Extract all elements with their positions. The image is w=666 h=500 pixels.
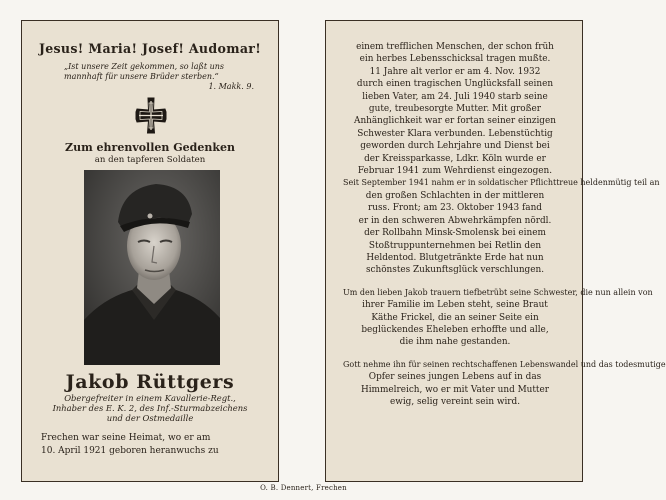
left-panel [21, 20, 279, 482]
bio-line: Heldentod. Blutgetränkte Erde hat nun [366, 252, 544, 263]
biography-text [343, 41, 666, 408]
quote-line: mannhaft für unsere Brüder sterben.“ [64, 72, 219, 81]
soldier-name: Jakob Rüttgers [65, 371, 235, 393]
prayer-line: Opfer seines jungen Lebens auf in das [368, 372, 542, 383]
bio-line: der Kreissparkasse, Ldkr. Köln wurde er [364, 153, 546, 164]
mourners-line: Um den lieben Jakob trauern tiefbetrübt seine Schwester, die nun allein von [343, 287, 653, 297]
bio-line: geworden durch Lehrjahre und Dienst bei [360, 141, 550, 152]
dedication: Zum ehrenvollen Gedenken [65, 141, 235, 154]
mourners-line: die ihm nahe gestanden. [399, 337, 511, 348]
bio-line: lieben Vater, am 24. Juli 1940 starb seine [362, 91, 548, 102]
prayer-line: Gott nehme ihn für seinen rechtschaffenen Lebenswandel und das todesmutige [343, 359, 666, 369]
rank-and-decorations [22, 393, 278, 423]
bio-line: Stoßtruppunternehmen bei Retlin den [368, 240, 542, 251]
motto: Jesus! Maria! Josef! Audomar! [38, 41, 262, 56]
printer-imprint: O. B. Dennert, Frechen [260, 484, 347, 492]
right-panel [325, 20, 666, 482]
bio-line: gute, treubesorgte Mutter. Mit großer [368, 104, 542, 115]
rank-line: Inhaber des E. K. 2, des Inf.-Sturmabzeichens [52, 403, 248, 413]
bio-line: der Rollbahn Minsk-Smolensk bei einem [364, 228, 546, 239]
bio-line: Anhänglichkeit war er fortan seiner einzigen [354, 116, 556, 127]
bio-line: Februar 1941 zum Wehrdienst eingezogen. [357, 166, 553, 177]
iron-cross-icon [135, 97, 167, 134]
quote-source: 1. Makk. 9. [208, 82, 254, 91]
quote-line: „Ist unsere Zeit gekommen, so laßt uns [64, 62, 224, 71]
dedication-sub: an den tapferen Soldaten [94, 155, 206, 165]
bio-line: durch einen tragischen Unglücksfall seinen [356, 79, 554, 90]
bio-line: 11 Jahre alt verlor er am 4. Nov. 1932 [369, 66, 541, 77]
bio-line: ein herbes Lebensschicksal tragen mußte. [359, 54, 551, 65]
birth-line: Frechen war seine Heimat, wo er am [41, 433, 211, 443]
bio-line: schönstes Zukunftsglück verschlungen. [365, 265, 545, 276]
birth-text [41, 432, 263, 458]
bio-line: einem trefflichen Menschen, der schon früh [356, 42, 554, 52]
bible-quote [64, 62, 272, 92]
rank-line: und der Ostmedaille [106, 413, 194, 423]
bio-line: Schwester Klara verbunden. Lebenstüchtig [357, 128, 553, 139]
rank-line: Obergefreiter in einem Kavallerie-Regt., [64, 393, 236, 403]
bio-line: russ. Front; am 23. Oktober 1943 fand [368, 203, 542, 214]
prayer-line: ewig, selig vereint sein wird. [389, 396, 521, 407]
bio-line: er in den schweren Abwehrkämpfen nördl. [358, 215, 552, 226]
portrait-photo [84, 170, 220, 365]
prayer-line: Himmelreich, wo er mit Vater und Mutter [360, 384, 549, 395]
bio-line: den großen Schlachten in der mittleren [365, 190, 545, 201]
bio-line: Seit September 1941 nahm er in soldatischer Pflichttreue heldenmütig teil an [343, 178, 660, 188]
mourners-line: Käthe Frickel, die an seiner Seite ein [371, 312, 539, 323]
birth-line: 10. April 1921 geboren heranwuchs zu [41, 445, 219, 456]
mourners-line: beglückendes Eheleben erhoffte und alle, [361, 324, 549, 335]
mourners-line: ihrer Familie im Leben steht, seine Braut [362, 300, 548, 311]
